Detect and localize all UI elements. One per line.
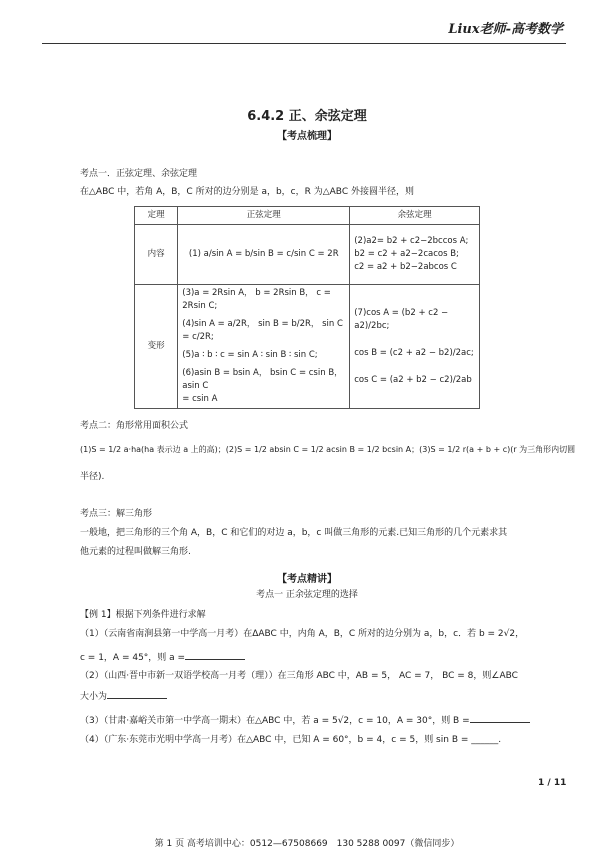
- page-number: 1 / 11: [538, 778, 567, 788]
- example-label: 【例 1】根据下列条件进行求解: [80, 610, 206, 620]
- kp2-line: (1)S = 1/2 a·ha(ha 表示边 a 上的高)；(2)S = 1/2 absin C = 1/2 acsin B = 1/2 bcsin A；(3)S = 1/2 r(a + b + c)(r 为三角形内切圆: [80, 445, 576, 454]
- kp3-heading: 考点三：解三角形: [80, 509, 153, 519]
- question-text: （3）（甘肃·嘉峪关市第一中学高一期末）在△ABC 中，若 a = 5√2，c = 10，A = 30°，则 B =: [80, 716, 470, 726]
- section-heading-review: 【考点梳理】: [277, 131, 337, 142]
- table-row: [135, 225, 480, 285]
- row-label: 内容: [135, 225, 178, 285]
- header-brand: Liux老师-高考数学: [448, 22, 563, 37]
- table-header: 正弦定理: [178, 207, 350, 225]
- kp3-line: 他元素的过程叫做解三角形.: [80, 547, 191, 557]
- question-line: [80, 713, 530, 728]
- formula-line: (7)cos A = (b2 + c2 − a2)/2bc;: [354, 307, 449, 331]
- row-label: 变形: [135, 285, 178, 409]
- header-rule: [42, 43, 566, 44]
- formula-line: b2 = c2 + a2−2cacos B;: [354, 249, 459, 259]
- cosine-law-cell: [350, 225, 480, 285]
- question-line: （2）（山西·晋中市新一双语学校高一月考（理））在三角形 ABC 中，AB = 5， AC = 7， BC = 8，则∠ABC: [80, 671, 518, 681]
- question-text: 大小为: [80, 692, 108, 702]
- table-header: 定理: [135, 207, 178, 225]
- formula-line: (2)a2= b2 + c2−2bccos A;: [354, 236, 469, 246]
- answer-blank[interactable]: [470, 713, 530, 723]
- kp1-heading: 考点一．正弦定理、余弦定理: [80, 169, 198, 179]
- question-line: [80, 650, 245, 665]
- table-header-row: [135, 207, 480, 225]
- table-row: [135, 285, 480, 409]
- formula-line: cos B = (c2 + a2 − b2)/2ac;: [354, 347, 474, 358]
- formula-line: c2 = a2 + b2−2abcos C: [354, 262, 457, 272]
- question-line: （1）（云南省南涧县第一中学高一月考）在ΔABC 中，内角 A，B，C 所对的边分别为 a，b，c．若 b = 2√2，: [80, 629, 525, 639]
- formula-line: (3)a = 2Rsin A， b = 2Rsin B， c = 2Rsin C;: [182, 288, 331, 311]
- sine-variants-cell: [178, 285, 350, 409]
- sine-law-formula: (1) a/sin A = b/sin B = c/sin C = 2R: [178, 225, 350, 285]
- kp2-line: 半径).: [80, 472, 105, 482]
- theorem-table: [134, 206, 480, 409]
- cosine-variants-cell: [350, 285, 480, 409]
- question-line: （4）（广东·东莞市光明中学高一月考）在△ABC 中，已知 A = 60°，b = 4，c = 5，则 sin B = ______.: [80, 735, 502, 745]
- question-line: [80, 689, 167, 704]
- kp1-intro: 在△ABC 中，若角 A，B，C 所对的边分别是 a，b，c，R 为△ABC 外接圆半径，则: [80, 187, 414, 197]
- kp3-line: 一般地，把三角形的三个角 A，B，C 和它们的对边 a，b，c 叫做三角形的元素.已知三角形的几个元素求其: [80, 528, 508, 538]
- question-text: c = 1，A = 45°，则 a =: [80, 653, 186, 663]
- table-header: 余弦定理: [350, 207, 480, 225]
- answer-blank[interactable]: [107, 689, 167, 699]
- section-heading-practice: 【考点精讲】: [277, 574, 337, 585]
- formula-line: (4)sin A = a/2R， sin B = b/2R， sin C = c/2R;: [182, 319, 343, 342]
- formula-line: cos C = (a2 + b2 − c2)/2ab: [354, 374, 472, 385]
- answer-blank[interactable]: [185, 650, 245, 660]
- kp2-heading: 考点二：角形常用面积公式: [80, 421, 189, 431]
- formula-line: = csin A: [182, 394, 218, 404]
- formula-line: (6)asin B = bsin A， bsin C = csin B， asin C: [182, 368, 343, 391]
- formula-line: (5)a ∶ b ∶ c = sin A ∶ sin B ∶ sin C;: [182, 350, 318, 360]
- topic-heading: 考点一 正余弦定理的选择: [256, 590, 358, 600]
- footer-contact: 第 1 页 高考培训中心：0512—67508669 130 5288 0097（微信同步）: [154, 839, 460, 849]
- page-title: 6.4.2 正、余弦定理: [247, 109, 367, 124]
